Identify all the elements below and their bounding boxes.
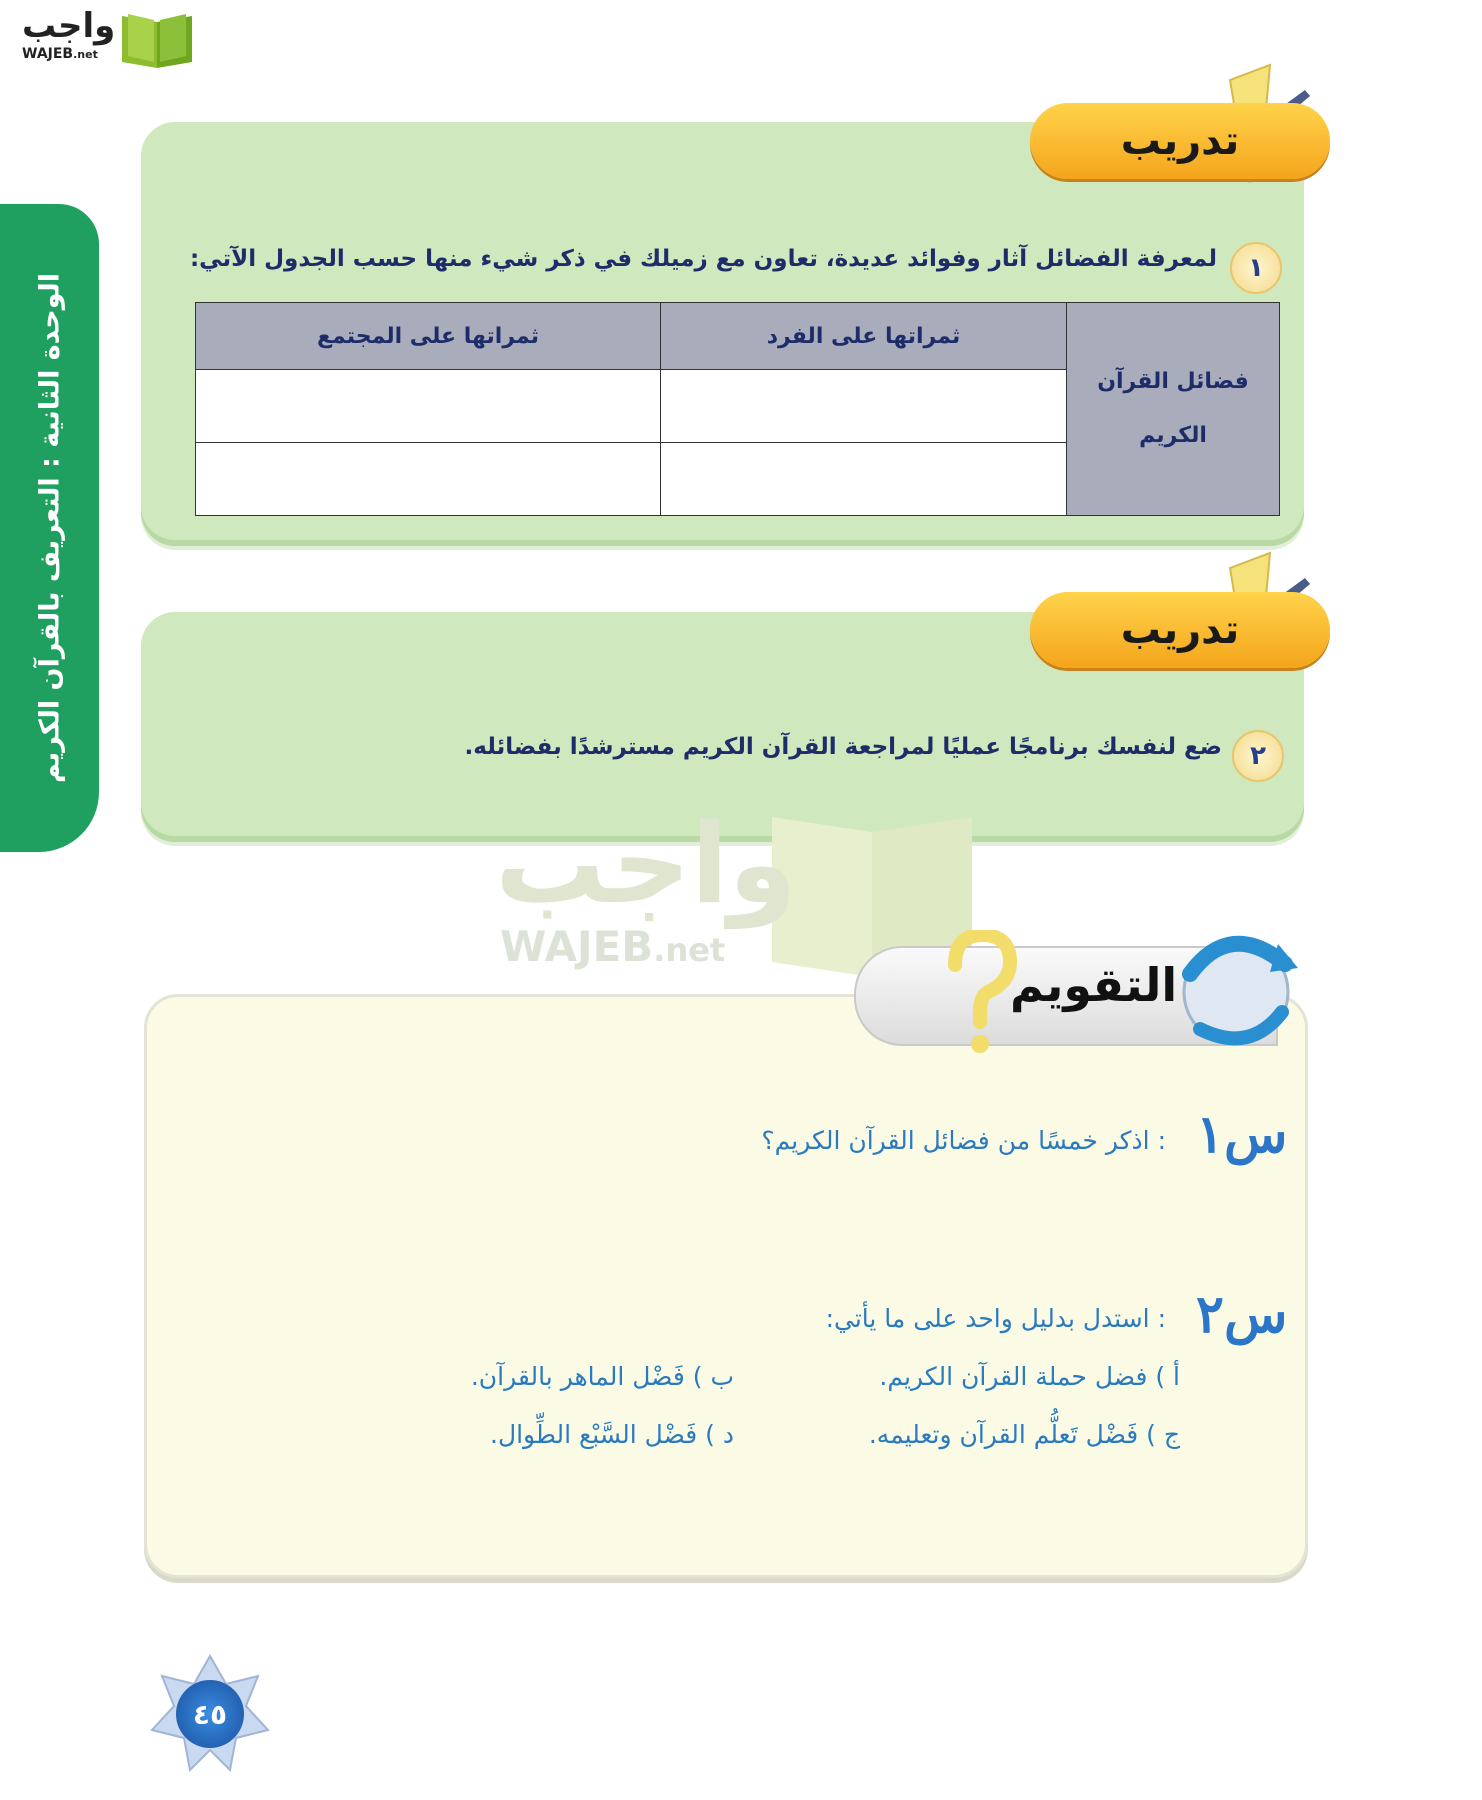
table-cell-blank[interactable] bbox=[661, 370, 1067, 443]
page-number: ٤٥ bbox=[176, 1680, 244, 1748]
question-number-2: ٢ bbox=[1232, 730, 1284, 782]
question-text-1: : اذكر خمسًا من فضائل القرآن الكريم؟ bbox=[761, 1126, 1166, 1155]
globe-arrow-icon bbox=[1170, 924, 1305, 1054]
table-cell-blank[interactable] bbox=[196, 370, 661, 443]
training-prompt-1: لمعرفة الفضائل آثار وفوائد عديدة، تعاون مع زميلك في ذكر شيء منها حسب الجدول الآتي: bbox=[189, 246, 1217, 272]
watermark-arabic: واجب bbox=[495, 800, 797, 928]
training-badge-2: تدريب bbox=[1030, 592, 1330, 668]
option-a: أ ) فضل حملة القرآن الكريم. bbox=[879, 1362, 1180, 1391]
unit-side-tab bbox=[0, 204, 99, 852]
question-mark-icon bbox=[940, 930, 1020, 1060]
evaluation-title: التقويم bbox=[1010, 958, 1178, 1012]
table-cell-blank[interactable] bbox=[196, 443, 661, 516]
unit-title: الوحدة الثانية : التعريف بالقرآن الكريم bbox=[34, 272, 65, 784]
option-d: د ) فَضْل السَّبْع الطِّوال. bbox=[490, 1420, 734, 1449]
virtues-table bbox=[195, 302, 1280, 516]
option-b: ب ) فَضْل الماهر بالقرآن. bbox=[470, 1362, 734, 1391]
option-c: ج ) فَضْل تَعلُّم القرآن وتعليمه. bbox=[868, 1420, 1180, 1449]
training-badge-1: تدريب bbox=[1030, 103, 1330, 179]
table-cell-blank[interactable] bbox=[661, 443, 1067, 516]
book-logo-icon bbox=[118, 12, 196, 70]
column-header-individual: ثمراتها على الفرد bbox=[661, 303, 1067, 370]
table-row-header: فضائل القرآن الكريم bbox=[1067, 303, 1280, 516]
logo-arabic-text: واجب bbox=[22, 6, 116, 46]
question-label-1: س١ bbox=[1196, 1104, 1288, 1165]
question-number-1: ١ bbox=[1230, 242, 1282, 294]
training-prompt-2: ضع لنفسك برنامجًا عمليًا لمراجعة القرآن الكريم مسترشدًا بفضائله. bbox=[464, 734, 1222, 760]
evaluation-panel bbox=[144, 994, 1308, 1578]
question-label-2: س٢ bbox=[1196, 1284, 1288, 1345]
question-text-2: : استدل بدليل واحد على ما يأتي: bbox=[825, 1304, 1166, 1333]
watermark-english: WAJEB.net bbox=[500, 922, 726, 971]
column-header-society: ثمراتها على المجتمع bbox=[196, 303, 661, 370]
wajeb-logo[interactable] bbox=[10, 6, 190, 68]
logo-english-text: WAJEB.net bbox=[22, 46, 98, 62]
